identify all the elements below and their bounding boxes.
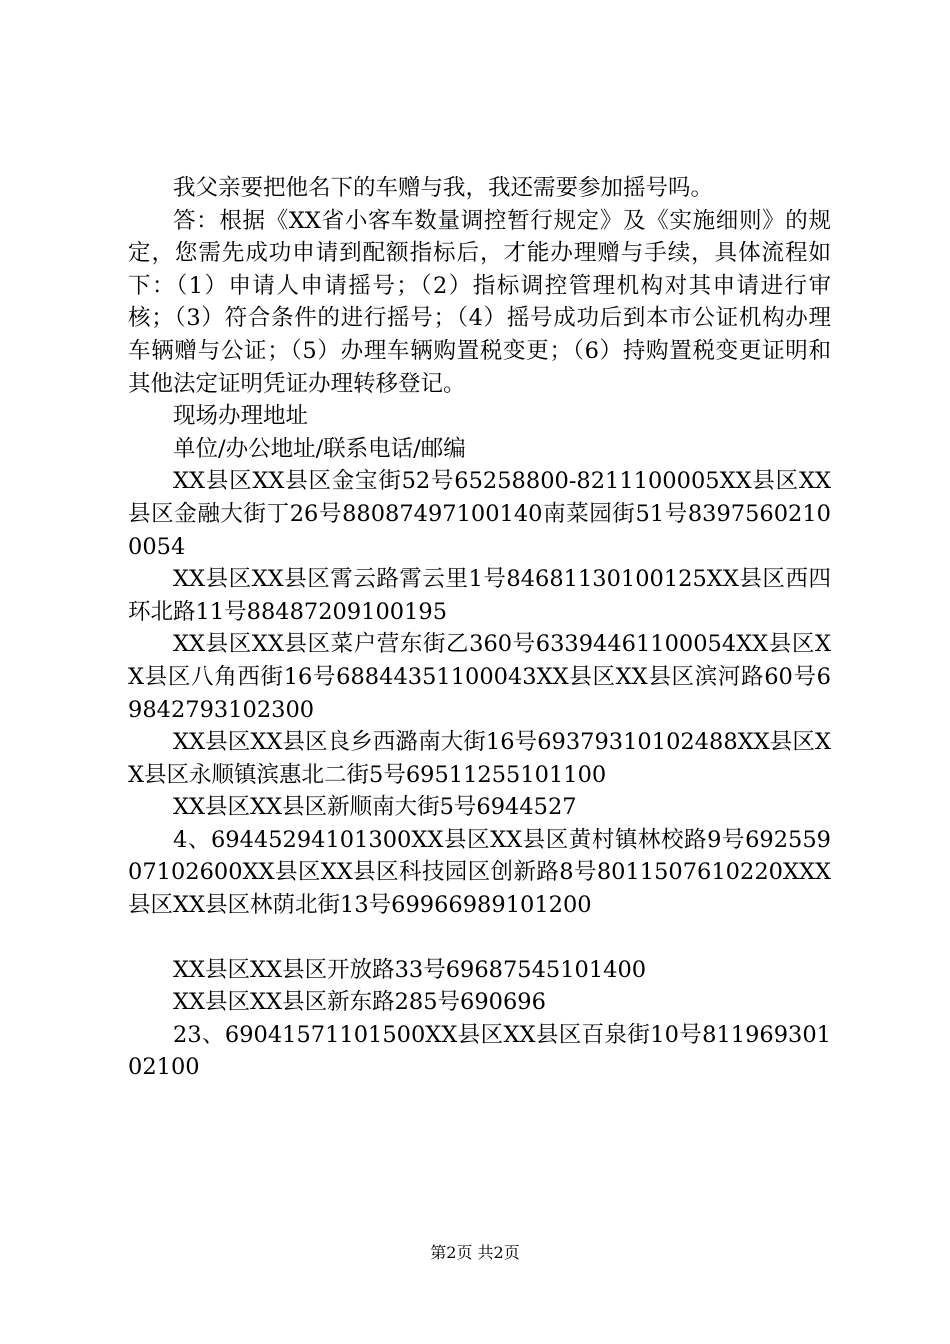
address-paragraph: XX县区XX县区霄云路霄云里1号84681130100125XX县区西四环北路11号88487209100195 — [128, 566, 831, 625]
address-paragraph: 4、69445294101300XX县区XX县区黄村镇林校路9号69255907102600XX县区XX县区科技园区创新路8号8011507610220XXX县区XX县区林荫北街13号69966989101200 — [128, 826, 831, 919]
address-paragraph: XX县区XX县区新顺南大街5号6944527 — [173, 794, 577, 821]
address-paragraph: XX县区XX县区良乡西潞南大街16号69379310102488XX县区XX县区永顺镇滨惠北二街5号69511255101100 — [128, 729, 831, 788]
answer-paragraph: 答：根据《XX省小客车数量调控暂行规定》及《实施细则》的规定，您需先成功申请到配额指标后，才能办理赠与手续，具体流程如下：（1）申请人申请摇号；（2）指标调控管理机构对其申请进行审核；（3）符合条件的进行摇号；（4）摇号成功后到本市公证机构办理车辆赠与公证；（5）办理车辆购置税变更；（6）持购置税变更证明和其他法定证明凭证办理转移登记。 — [128, 207, 831, 397]
document-body — [128, 172, 831, 1084]
address-column-headers: 单位/办公地址/联系电话/邮编 — [173, 435, 466, 462]
page-number-footer: 第2页 共2页 — [430, 1243, 520, 1262]
address-paragraph: 23、69041571101500XX县区XX县区百泉街10号81196930102100 — [128, 1021, 831, 1081]
address-paragraph: XX县区XX县区开放路33号69687545101400 — [173, 956, 647, 983]
address-paragraph: XX县区XX县区新东路285号690696 — [173, 989, 546, 1016]
section-heading-onsite-address: 现场办理地址 — [173, 403, 309, 430]
address-paragraph: XX县区XX县区菜户营东街乙360号63394461100054XX县区XX县区八角西街16号68844351100043XX县区XX县区滨河路60号69842793102300 — [128, 631, 831, 723]
question-paragraph: 我父亲要把他名下的车赠与我，我还需要参加摇号吗。 — [173, 175, 714, 201]
address-paragraph: XX县区XX县区金宝街52号65258800-8211100005XX县区XX县区金融大街丁26号88087497100140南菜园街51号83975602100054 — [128, 468, 831, 560]
